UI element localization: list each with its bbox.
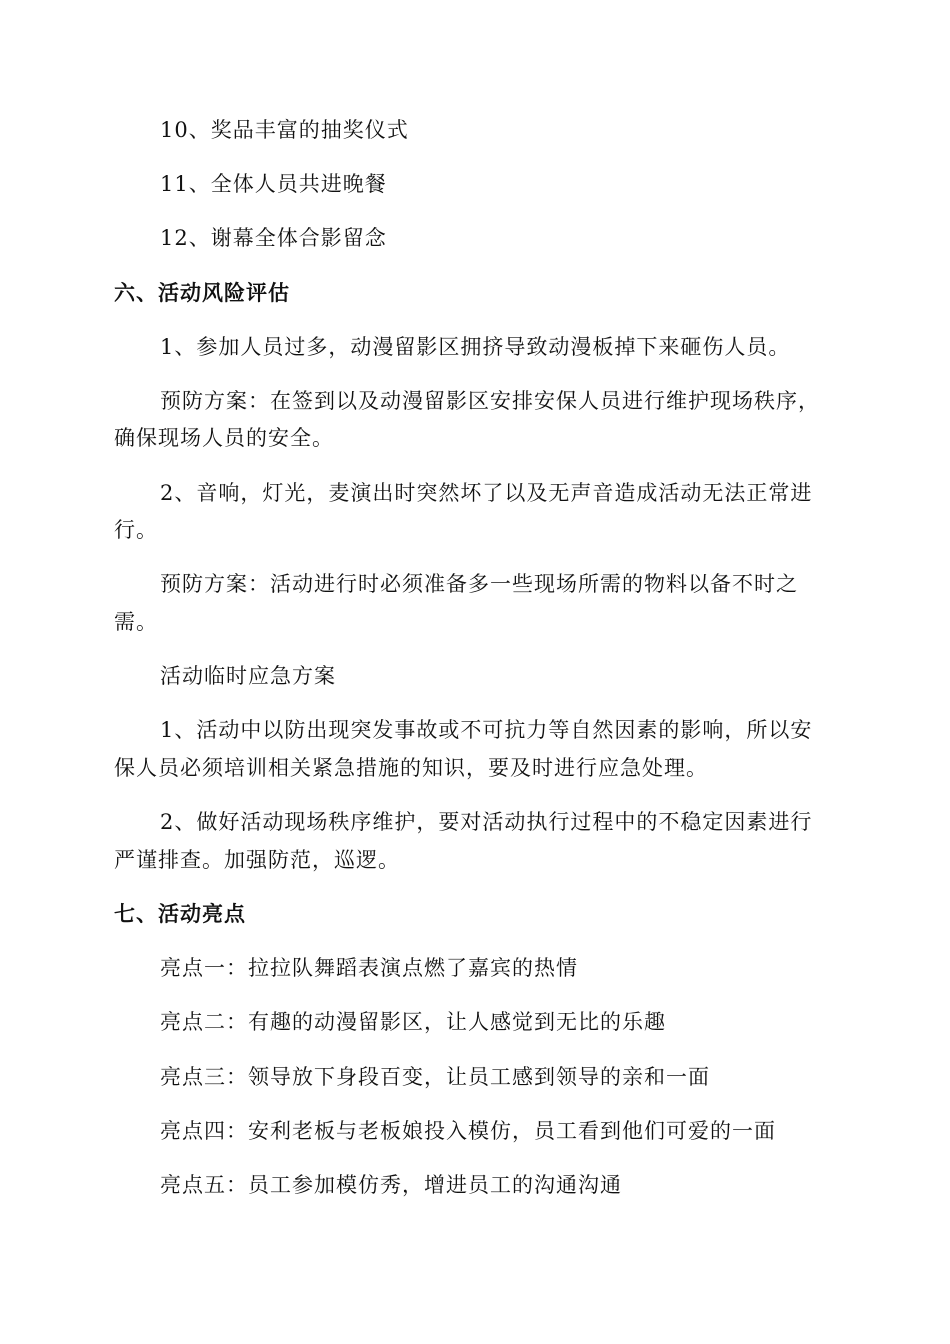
section-7-heading: 七、活动亮点 xyxy=(114,902,246,926)
emergency-1-line-2: 保人员必须培训相关紧急措施的知识，要及时进行应急处理。 xyxy=(114,756,708,780)
list-item-10: 10、奖品丰富的抽奖仪式 xyxy=(160,118,409,142)
highlight-1: 亮点一：拉拉队舞蹈表演点燃了嘉宾的热情 xyxy=(160,956,578,980)
emergency-1-line-1: 1、活动中以防出现突发事故或不可抗力等自然因素的影响，所以安 xyxy=(160,718,813,742)
emergency-2-line-1: 2、做好活动现场秩序维护，要对活动执行过程中的不稳定因素进行 xyxy=(160,810,813,834)
section-6-heading: 六、活动风险评估 xyxy=(114,281,290,305)
emergency-plan-title: 活动临时应急方案 xyxy=(160,664,336,688)
list-item-12: 12、谢幕全体合影留念 xyxy=(160,226,387,250)
prevention-2-line-2: 需。 xyxy=(114,610,158,634)
prevention-1-line-1: 预防方案：在签到以及动漫留影区安排安保人员进行维护现场秩序， xyxy=(160,389,820,413)
risk-2-line-1: 2、音响，灯光，麦演出时突然坏了以及无声音造成活动无法正常进 xyxy=(160,481,813,505)
prevention-2-line-1: 预防方案：活动进行时必须准备多一些现场所需的物料以备不时之 xyxy=(160,572,798,596)
risk-1: 1、参加人员过多，动漫留影区拥挤导致动漫板掉下来砸伤人员。 xyxy=(160,335,791,359)
highlight-4: 亮点四：安利老板与老板娘投入模仿，员工看到他们可爱的一面 xyxy=(160,1119,776,1143)
emergency-2-line-2: 严谨排查。加强防范，巡逻。 xyxy=(114,848,400,872)
highlight-3: 亮点三：领导放下身段百变，让员工感到领导的亲和一面 xyxy=(160,1065,710,1089)
highlight-2: 亮点二：有趣的动漫留影区，让人感觉到无比的乐趣 xyxy=(160,1010,666,1034)
list-item-11: 11、全体人员共进晚餐 xyxy=(160,172,387,196)
highlight-5: 亮点五：员工参加模仿秀，增进员工的沟通沟通 xyxy=(160,1173,622,1197)
risk-2-line-2: 行。 xyxy=(114,518,158,542)
prevention-1-line-2: 确保现场人员的安全。 xyxy=(114,426,334,450)
